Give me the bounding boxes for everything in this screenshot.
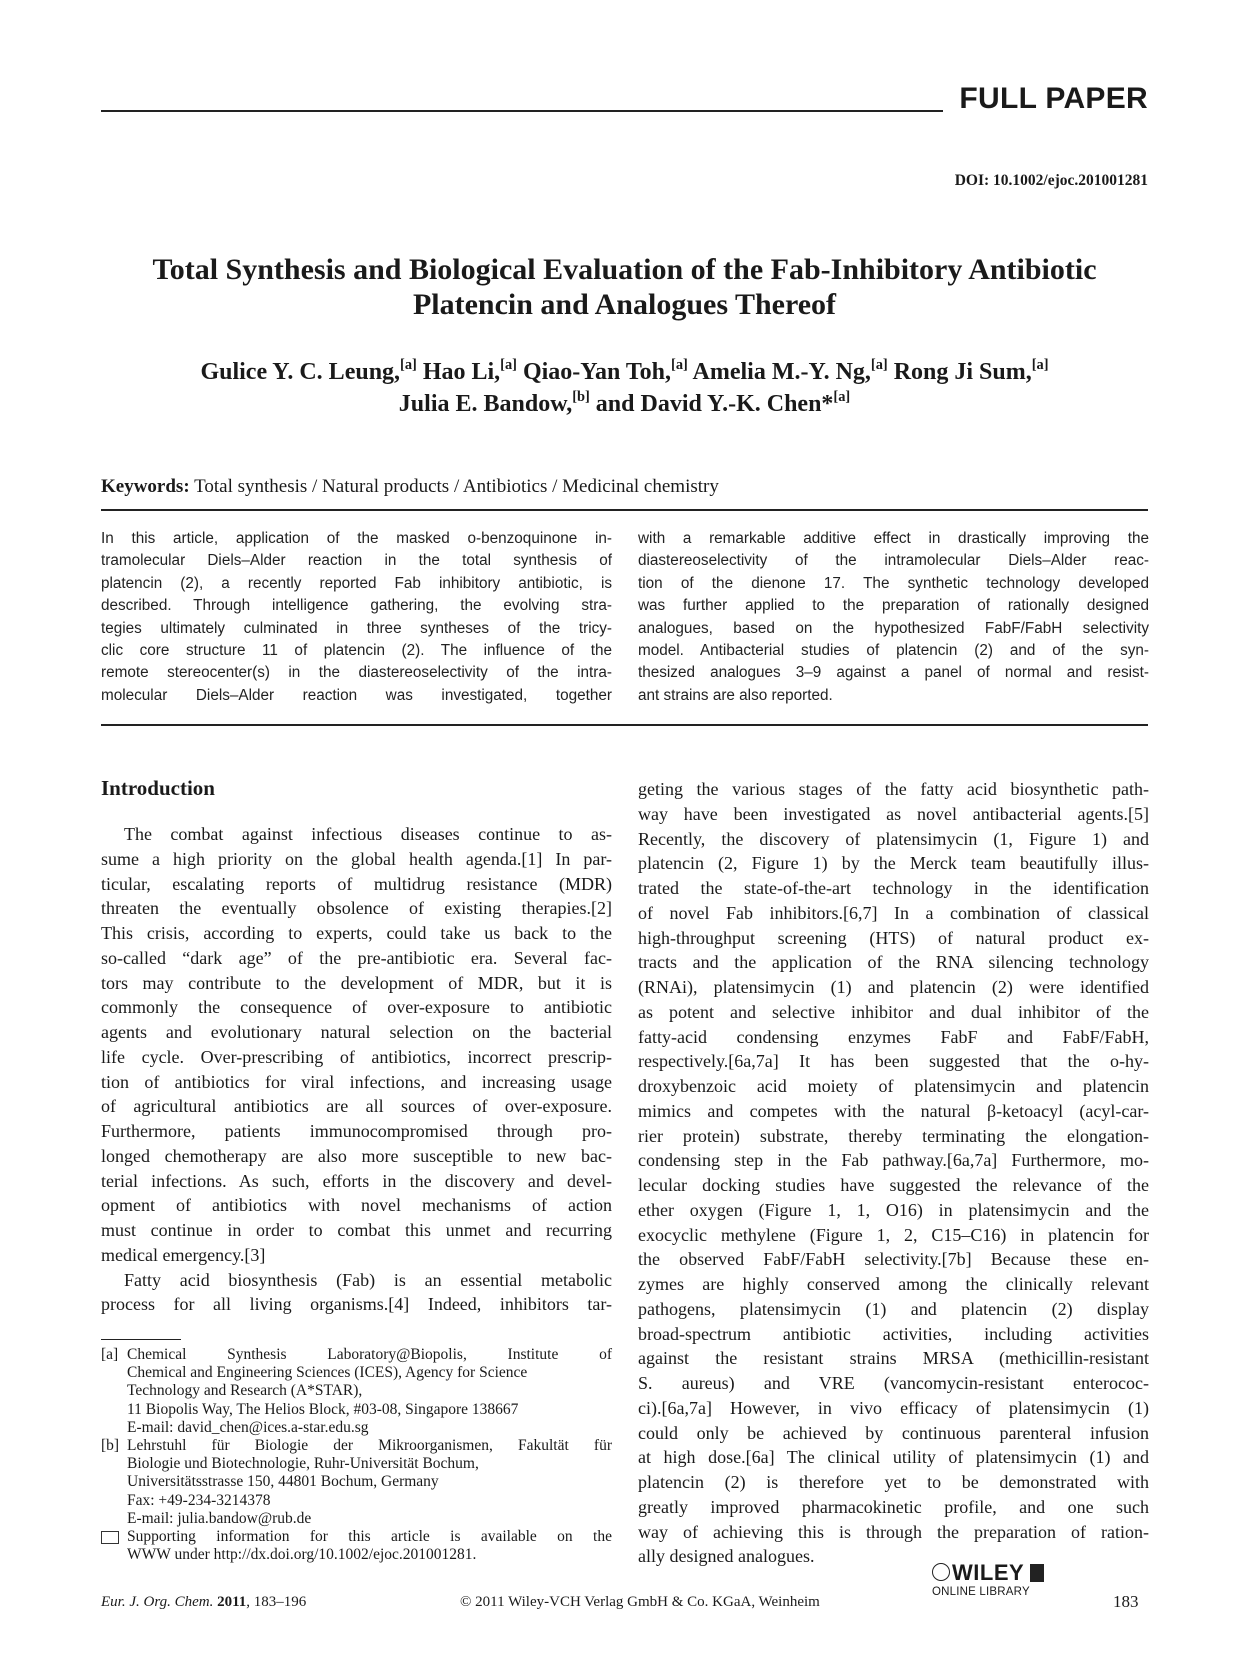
paragraph-line: opment of antibiotics with novel mechanisms of action	[101, 1195, 612, 1216]
title-line: Total Synthesis and Biological Evaluation of the Fab-Inhibitory Antibiotic	[152, 253, 1097, 286]
paragraph-line: rier protein) substrate, thereby terminating the elongation-	[638, 1125, 1149, 1146]
abstract-right	[638, 528, 1149, 707]
paragraph-line: droxybenzoic acid moiety of platensimycin and platencin	[638, 1076, 1149, 1096]
paragraph-line: condensing step in the Fab pathway.[6a,7a] Furthermore, mo-	[638, 1150, 1149, 1171]
abstract-line: In this article, application of the masked o-benzoquinone in-	[101, 530, 612, 547]
footnote-line: E-mail: julia.bandow@rub.de	[127, 1509, 312, 1527]
abstract-line: tegies ultimately culminated in three syntheses of the tricy-	[101, 619, 612, 637]
paragraph-line: medical emergency.[3]	[101, 1244, 266, 1265]
footnote-text	[127, 1346, 612, 1437]
paragraph-line: ci).[6a,7a] However, in vivo efficacy of platensimycin (1)	[638, 1397, 1149, 1418]
paragraph-line: tracts and the application of the RNA silencing technology	[638, 952, 1149, 973]
abstract-line: model. Antibacterial studies of platencin (2) and of the syn-	[638, 642, 1149, 660]
paragraph-line: process for all living organisms.[4] Indeed, inhibitors tar-	[101, 1294, 612, 1315]
paragraph-line: mimics and competes with the natural β-ketoacyl (acyl-car-	[638, 1100, 1149, 1121]
footnote-line: Fax: +49-234-3214378	[127, 1491, 271, 1509]
paragraph-line: agents and evolutionary natural selection on the bacterial	[101, 1022, 612, 1042]
title-line: Platencin and Analogues Thereof	[412, 288, 837, 321]
author: and David Y.-K. Chen*[a]	[595, 388, 851, 417]
abstract-line: tion of the dienone 17. The synthetic technology developed	[638, 574, 1149, 592]
footnote-tag: [b]	[101, 1437, 120, 1455]
paragraph-line: platencin (2, Figure 1) by the Merck team beautifully illus-	[638, 853, 1149, 874]
footnote-text	[127, 1528, 612, 1564]
journal-citation: Eur. J. Org. Chem. 2011, 183–196	[101, 1594, 307, 1610]
abstract-line: was further applied to the preparation of rationally designed	[638, 597, 1149, 615]
paragraph-line: tion of antibiotics for viral infections, and increasing usage	[101, 1071, 612, 1092]
footnote-line: WWW under http://dx.doi.org/10.1002/ejoc.201001281.	[127, 1546, 477, 1564]
paragraph-line: platencin (2) is therefore yet to be demonstrated with	[638, 1472, 1149, 1492]
paragraph-line: against the resistant strains MRSA (methicillin-resistant	[638, 1348, 1149, 1369]
paragraph-line: geting the various stages of the fatty acid biosynthetic path-	[638, 779, 1149, 799]
author: Rong Ji Sum,[a]	[893, 356, 1049, 385]
paragraph-line: ticular, escalating reports of multidrug resistance (MDR)	[101, 873, 612, 894]
keywords-value: Total synthesis / Natural products / Antibiotics / Medicinal chemistry	[194, 476, 719, 497]
paragraph-line: must continue in order to combat this unmet and recurring	[101, 1220, 612, 1240]
abstract-line: thesized analogues 3–9 against a panel of normal and resist-	[638, 664, 1149, 682]
section-heading: Introduction	[101, 776, 215, 800]
paragraph-line: trated the state-of-the-art technology in the identification	[638, 878, 1149, 898]
paragraph-line: S. aureus) and VRE (vancomycin-resistant enterococ-	[638, 1373, 1149, 1393]
abstract-line: with a remarkable additive effect in drastically improving the	[638, 530, 1149, 547]
footnote-line: Universitätsstrasse 150, 44801 Bochum, Germany	[127, 1473, 439, 1491]
body-left-column	[101, 822, 612, 1317]
abstract-line: platencin (2), a recently reported Fab inhibitory antibiotic, is	[101, 574, 612, 592]
books-icon	[1030, 1564, 1044, 1582]
paragraph-line: so-called “dark age” of the pre-antibiotic era. Several fac-	[101, 947, 612, 968]
keywords	[101, 476, 719, 498]
paragraph-line: pathogens, platensimycin (1) and platencin (2) display	[638, 1298, 1149, 1319]
paragraph-line: ether oxygen (Figure 1, 1, O16) in platensimycin and the	[638, 1199, 1149, 1220]
wiley-emblem-icon	[932, 1563, 950, 1581]
author-list	[101, 356, 1148, 420]
copyright: © 2011 Wiley-VCH Verlag GmbH & Co. KGaA, Weinheim	[460, 1594, 820, 1610]
footnote-tag: [a]	[101, 1346, 119, 1363]
paragraph-line: way of achieving this is through the preparation of ration-	[638, 1521, 1149, 1542]
author: Gulice Y. C. Leung,[a]	[200, 356, 417, 385]
footnote-line: Biologie und Biotechnologie, Ruhr-Universität Bochum,	[127, 1455, 479, 1473]
footnote-line: Supporting information for this article is available on the	[127, 1528, 612, 1546]
abstract-line: analogues, based on the hypothesized FabF/FabH selectivity	[638, 619, 1149, 637]
paragraph-line: life cycle. Over-prescribing of antibiotics, incorrect prescrip-	[101, 1046, 612, 1067]
author: Hao Li,[a]	[422, 356, 517, 385]
doi: DOI: 10.1002/ejoc.201001281	[954, 172, 1148, 189]
footnote-line: Lehrstuhl für Biologie der Mikroorganismen, Fakultät für	[127, 1437, 612, 1455]
paragraph-line: threaten the eventually obsolence of existing therapies.[2]	[101, 898, 612, 919]
paragraph-line: sume a high priority on the global health agenda.[1] In par-	[101, 848, 612, 869]
paragraph-line: zymes are highly conserved among the clinically relevant	[638, 1274, 1149, 1294]
abstract-line: clic core structure 11 of platencin (2). The influence of the	[101, 642, 612, 660]
paragraph-line: of novel Fab inhibitors.[6,7] In a combination of classical	[638, 902, 1149, 923]
footnote	[101, 1437, 612, 1528]
abstract-line: remote stereocenter(s) in the diastereoselectivity of the intra-	[101, 664, 612, 682]
footnote-line: Technology and Research (A*STAR),	[127, 1382, 363, 1400]
footnote-line: Chemical Synthesis Laboratory@Biopolis, Institute of	[127, 1346, 612, 1363]
paragraph-line: as potent and selective inhibitor and dual inhibitor of the	[638, 1001, 1149, 1022]
author: Amelia M.-Y. Ng,[a]	[692, 356, 888, 385]
paragraph-line: longed chemotherapy are also more susceptible to new bac-	[101, 1145, 612, 1166]
abstract-line: diastereoselectivity of the intramolecular Diels–Alder reac-	[638, 552, 1149, 570]
abstract-line: ant strains are also reported.	[638, 686, 833, 704]
author: Julia E. Bandow,[b]	[398, 388, 590, 417]
keywords-label: Keywords:	[101, 476, 190, 497]
abstract-left	[101, 528, 612, 707]
footnotes	[101, 1346, 612, 1564]
footnote-line: E-mail: david_chen@ices.a-star.edu.sg	[127, 1418, 369, 1436]
abstract-line: described. Through intelligence gathering, the evolving stra-	[101, 597, 612, 615]
paragraph-line: respectively.[6a,7a] It has been suggested that the o-hy-	[638, 1051, 1149, 1072]
computer-icon	[101, 1528, 127, 1564]
paragraph-line: tors may contribute to the development of MDR, but it is	[101, 972, 612, 993]
paragraph-line: of agricultural antibiotics are all sources of over-exposure.	[101, 1096, 612, 1117]
abstract-line: tramolecular Diels–Alder reaction in the total synthesis of	[101, 552, 612, 570]
article-title	[101, 252, 1148, 322]
paragraph-line: exocyclic methylene (Figure 1, 2, C15–C16) in platencin for	[638, 1224, 1149, 1245]
paragraph-line: lecular docking studies have suggested the relevance of the	[638, 1175, 1149, 1195]
paragraph-line: way have been investigated as novel antibacterial agents.[5]	[638, 803, 1149, 824]
paragraph-line: the observed FabF/FabH selectivity.[7b] Because these en-	[638, 1249, 1149, 1270]
paragraph-line: could only be achieved by continuous parenteral infusion	[638, 1422, 1149, 1443]
paragraph-line: Recently, the discovery of platensimycin (1, Figure 1) and	[638, 828, 1149, 849]
footnote	[101, 1346, 612, 1437]
paragraph-line: fatty-acid condensing enzymes FabF and FabF/FabH,	[638, 1026, 1149, 1047]
footnote-line: 11 Biopolis Way, The Helios Block, #03-08, Singapore 138667	[127, 1400, 519, 1418]
header-rule	[101, 110, 943, 112]
paragraph-line: at high dose.[6a] The clinical utility of platensimycin (1) and	[638, 1447, 1149, 1468]
author: Qiao-Yan Toh,[a]	[522, 356, 688, 385]
section-label: FULL PAPER	[959, 82, 1148, 115]
paragraph-line: The combat against infectious diseases continue to as-	[124, 824, 612, 844]
paragraph-line: Furthermore, patients immunocompromised through pro-	[101, 1121, 612, 1141]
paragraph-line: greatly improved pharmacokinetic profile, and one such	[638, 1496, 1149, 1517]
footnote-line: Chemical and Engineering Sciences (ICES), Agency for Science	[127, 1364, 528, 1382]
footnote	[101, 1528, 612, 1564]
paragraph-line: commonly the consequence of over-exposure to antibiotic	[101, 997, 612, 1018]
abstract-rule	[101, 724, 1148, 726]
body-right-column	[638, 777, 1149, 1569]
footnote-text	[127, 1437, 612, 1528]
paragraph-line: Fatty acid biosynthesis (Fab) is an essential metabolic	[124, 1269, 612, 1290]
paragraph-line: (RNAi), platensimycin (1) and platencin (2) were identified	[638, 977, 1149, 997]
paragraph-line: terial infections. As such, efforts in the discovery and devel-	[101, 1170, 612, 1191]
wiley-online-library-logo[interactable]: WILEY ONLINE LIBRARY	[932, 1560, 1044, 1598]
abstract-line: molecular Diels–Alder reaction was investigated, together	[101, 686, 612, 704]
footnote-rule	[101, 1339, 181, 1340]
paragraph-line: broad-spectrum antibiotic activities, including activities	[638, 1323, 1149, 1344]
paragraph-line: high-throughput screening (HTS) of natural product ex-	[638, 927, 1149, 948]
page-number: 183	[1113, 1592, 1139, 1611]
keywords-rule	[101, 509, 1148, 511]
paragraph-line: ally designed analogues.	[638, 1546, 815, 1567]
paragraph-line: This crisis, according to experts, could take us back to the	[101, 923, 612, 943]
